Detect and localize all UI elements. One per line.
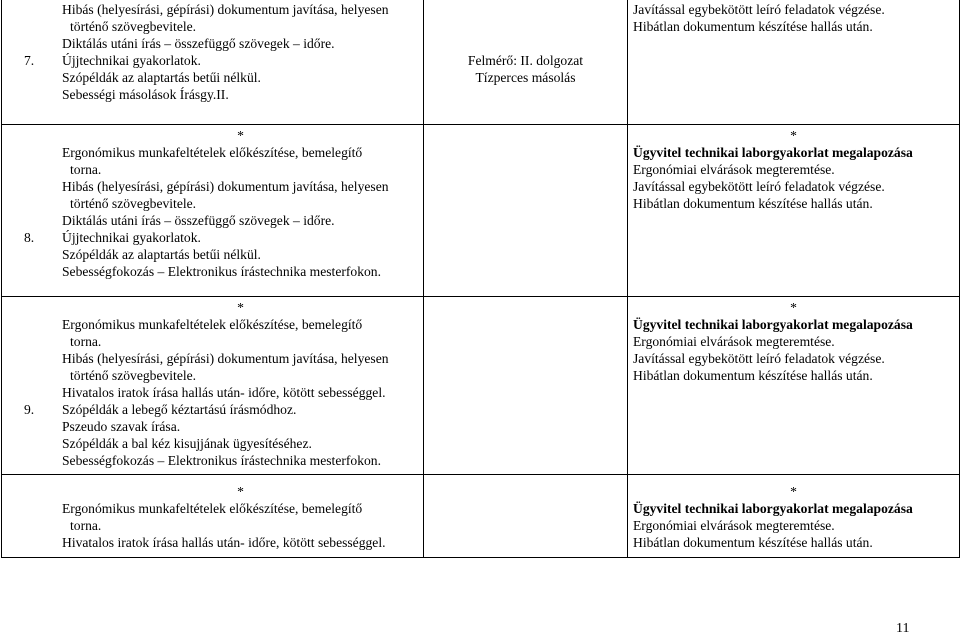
goals-cell <box>628 0 960 125</box>
table-row-7 <box>2 0 960 125</box>
assessment-cell <box>424 297 628 475</box>
topic-line: Újjtechnikai gyakorlatok. <box>62 230 201 245</box>
table-row-8 <box>2 125 960 297</box>
curriculum-table <box>1 0 960 558</box>
goal-line: Ergonómiai elvárások megteremtése. <box>633 162 835 177</box>
topic-line: Szópéldák a bal kéz kisujjának ügyesítéséhez. <box>62 436 312 451</box>
assessment-cell <box>424 475 628 558</box>
topic-line: Hibás (helyesírási, gépírási) dokumentum javítása, helyesen <box>62 179 389 194</box>
goal-line: Javítással egybekötött leíró feladatok végzése. <box>633 179 885 194</box>
star-marker: * <box>237 128 244 143</box>
topic-line: Pszeudo szavak írása. <box>62 419 181 434</box>
star-marker: * <box>790 300 797 315</box>
lesson-number: 9. <box>24 402 35 417</box>
topic-line: Diktálás utáni írás – összefüggő szövegek – időre. <box>62 36 335 51</box>
topic-line: Sebességfokozás – Elektronikus írástechnika mesterfokon. <box>62 453 381 468</box>
topics-cell <box>2 125 424 297</box>
topic-line: Hibás (helyesírási, gépírási) dokumentum javítása, helyesen <box>62 2 389 17</box>
assessment-line: Felmérő: II. dolgozat <box>467 53 584 68</box>
page-number: 11 <box>896 621 910 636</box>
topic-line: Ergonómikus munkafeltételek előkészítése, bemelegítő <box>62 501 363 516</box>
topic-line: Újjtechnikai gyakorlatok. <box>62 53 201 68</box>
star-marker: * <box>237 484 244 499</box>
goal-line: Hibátlan dokumentum készítése hallás után. <box>633 196 873 211</box>
topic-line: Diktálás utáni írás – összefüggő szövegek – időre. <box>62 213 335 228</box>
topic-line: Szópéldák az alaptartás betűi nélkül. <box>62 70 261 85</box>
goal-line: Hibátlan dokumentum készítése hallás után. <box>633 19 873 34</box>
topic-line: Hivatalos iratok írása hallás után- időre, kötött sebességgel. <box>62 535 386 550</box>
goal-line: Hibátlan dokumentum készítése hallás után. <box>633 368 873 383</box>
topic-line: történő szövegbevitele. <box>70 19 197 34</box>
goal-title: Ügyvitel technikai laborgyakorlat megalapozása <box>633 501 913 516</box>
topic-line: Ergonómikus munkafeltételek előkészítése, bemelegítő <box>62 317 363 332</box>
topic-line: Hivatalos iratok írása hallás után- időre, kötött sebességgel. <box>62 385 386 400</box>
topic-line: torna. <box>70 518 102 533</box>
goal-line: Ergonómiai elvárások megteremtése. <box>633 334 835 349</box>
topic-line: torna. <box>70 334 102 349</box>
star-marker: * <box>790 128 797 143</box>
topic-line: torna. <box>70 162 102 177</box>
star-marker: * <box>237 300 244 315</box>
goal-title: Ügyvitel technikai laborgyakorlat megalapozása <box>633 317 913 332</box>
topic-line: Sebességfokozás – Elektronikus írástechnika mesterfokon. <box>62 264 381 279</box>
topic-line: Ergonómikus munkafeltételek előkészítése, bemelegítő <box>62 145 363 160</box>
topics-cell <box>2 0 424 125</box>
star-marker: * <box>790 484 797 499</box>
goal-title: Ügyvitel technikai laborgyakorlat megalapozása <box>633 145 913 160</box>
goal-line: Javítással egybekötött leíró feladatok végzése. <box>633 351 885 366</box>
assessment-cell <box>424 0 628 125</box>
table-row-10 <box>2 475 960 558</box>
topics-cell <box>2 475 424 558</box>
assessment-cell <box>424 125 628 297</box>
goal-line: Ergonómiai elvárások megteremtése. <box>633 518 835 533</box>
lesson-number: 7. <box>24 53 35 68</box>
topic-line: Sebességi másolások Írásgy.II. <box>62 87 229 102</box>
topic-line: Szópéldák a lebegő kéztartású írásmódhoz. <box>62 402 297 417</box>
topic-line: Szópéldák az alaptartás betűi nélkül. <box>62 247 261 262</box>
topic-line: történő szövegbevitele. <box>70 368 197 383</box>
goals-cell <box>628 125 960 297</box>
goal-line: Hibátlan dokumentum készítése hallás után. <box>633 535 873 550</box>
table-row-9 <box>2 297 960 475</box>
assessment-line: Tízperces másolás <box>475 70 576 85</box>
lesson-number: 8. <box>24 230 35 245</box>
topics-cell <box>2 297 424 475</box>
goal-line: Javítással egybekötött leíró feladatok végzése. <box>633 2 885 17</box>
goals-cell <box>628 297 960 475</box>
goals-cell <box>628 475 960 558</box>
topic-line: Hibás (helyesírási, gépírási) dokumentum javítása, helyesen <box>62 351 389 366</box>
topic-line: történő szövegbevitele. <box>70 196 197 211</box>
